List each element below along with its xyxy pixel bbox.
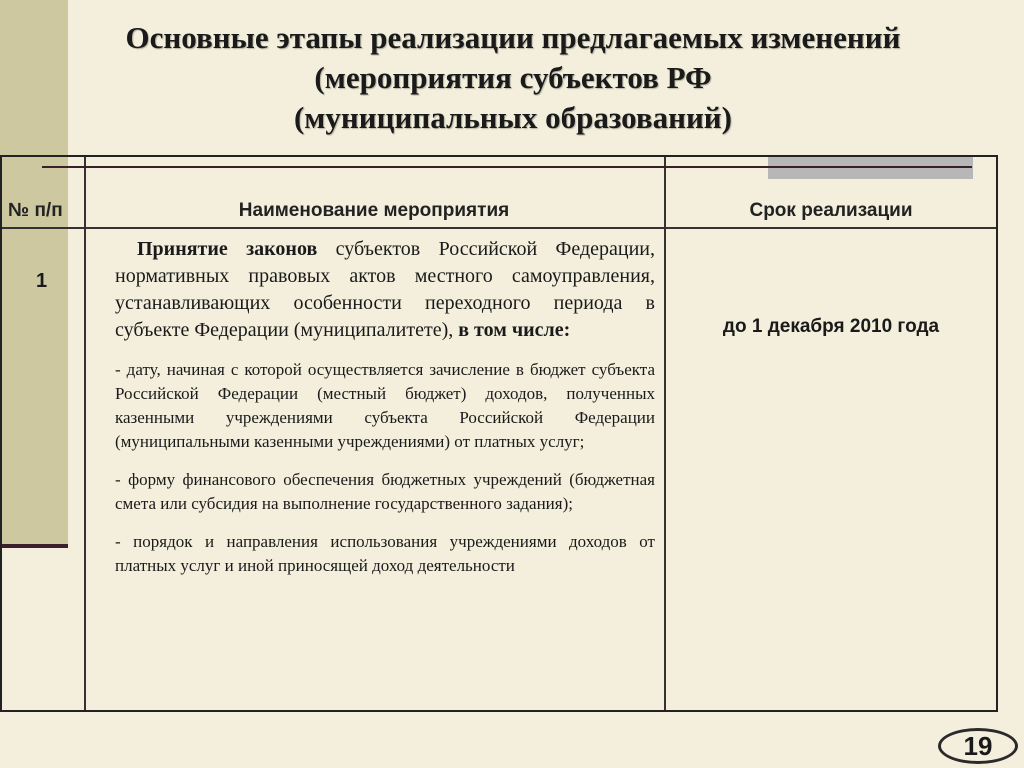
header-name: Наименование мероприятия bbox=[238, 200, 510, 221]
page-number-badge: 19 bbox=[938, 728, 1018, 764]
measure-item: - дату, начиная с которой осуществляется зачисление в бюджет субъекта Российской Федерации (местный бюджет) доходов, полученных казенными учреждениями субъекта Российской Федерации (муниципальными казенными учреждениями) от платных услуг; bbox=[115, 360, 655, 451]
measure-item: - порядок и направления использования учреждениями доходов от платных услуг и иной приносящей доход деятельности bbox=[115, 532, 655, 575]
measure-lead bbox=[115, 236, 655, 344]
header-deadline: Срок реализации bbox=[749, 200, 913, 221]
slide-title bbox=[68, 18, 958, 138]
title-line-1: Основные этапы реализации предлагаемых изменений bbox=[125, 20, 901, 55]
deadline-value: до 1 декабря 2010 года bbox=[722, 316, 940, 337]
row-number: 1 bbox=[36, 270, 48, 292]
title-line-3: (муниципальных образований) bbox=[293, 100, 732, 135]
decor-gray-bar bbox=[768, 157, 973, 179]
header-divider bbox=[2, 227, 996, 229]
measure-lead-tail: в том числе: bbox=[458, 319, 571, 341]
measure-item: - форму финансового обеспечения бюджетных учреждений (бюджетная смета или субсидия на выполнение государственного задания); bbox=[115, 470, 655, 513]
measure-lead-text: субъектов Российской Федерации, нормативных правовых актов местного самоуправления, устанавливающих особенности переходного периода в субъекте Федерации (муниципалитете), bbox=[115, 238, 655, 341]
measure-lead-bold: Принятие законов bbox=[137, 238, 318, 260]
header-num: № п/п bbox=[8, 200, 63, 221]
column-divider bbox=[84, 157, 86, 710]
title-line-2: (мероприятия субъектов РФ bbox=[314, 60, 712, 95]
column-divider bbox=[664, 157, 666, 710]
measure-description bbox=[115, 236, 655, 578]
decor-top-line bbox=[42, 166, 972, 168]
